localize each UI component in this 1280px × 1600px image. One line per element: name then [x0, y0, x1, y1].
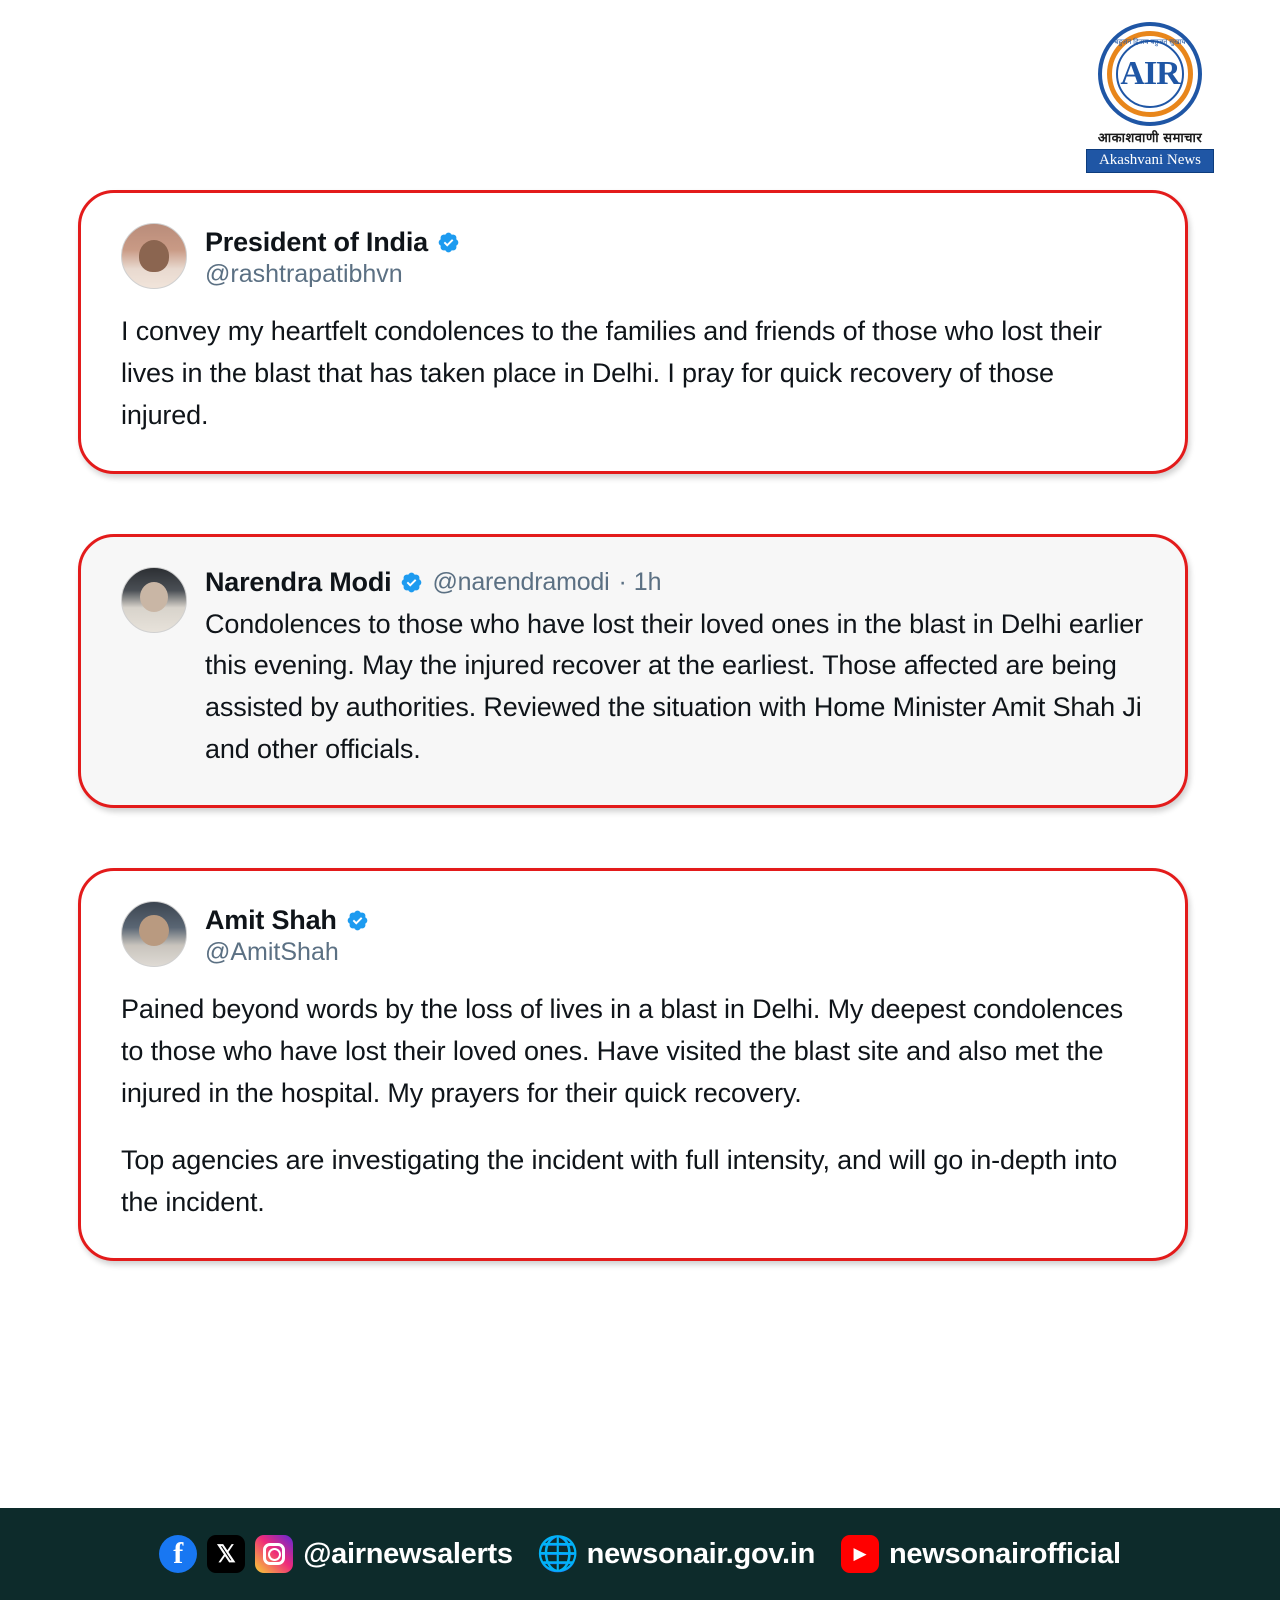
tweet-header	[121, 223, 1145, 289]
youtube-icon[interactable]: ▶	[841, 1535, 879, 1573]
tweet-identity	[205, 223, 460, 289]
tweet-identity	[205, 901, 369, 967]
logo-letters: AIR	[1120, 55, 1180, 92]
tweet-paragraph: I convey my heartfelt condolences to the families and friends of those who lost their lives in the blast that has taken place in Delhi. I pray for quick recovery of those injured.	[121, 316, 1102, 430]
tweet-handle[interactable]: @AmitShah	[205, 937, 339, 966]
tweet-timestamp: · 1h	[618, 567, 662, 596]
tweet-paragraph: Condolences to those who have lost their loved ones in the blast in Delhi earlier this evening. May the injured recover at the earliest. Those affected are being assisted by authorities. Reviewed the situation with Home Minister Amit Shah Ji and other officials.	[205, 608, 1143, 765]
youtube-label: newsonairofficial	[889, 1537, 1121, 1570]
tweet-card	[78, 534, 1188, 808]
website-group	[536, 1535, 815, 1573]
tweet-content-column	[205, 567, 1145, 771]
tweet-card-list	[78, 190, 1188, 1321]
tweet-name-row	[205, 567, 1145, 598]
tweet-header	[121, 901, 1145, 967]
globe-icon: 🌐	[536, 1535, 579, 1573]
tweet-name-row	[205, 227, 460, 258]
avatar	[121, 223, 187, 289]
footer-bar	[0, 1508, 1280, 1600]
verified-badge-icon	[346, 909, 369, 932]
akashvani-logo	[1098, 22, 1202, 126]
tweet-body	[121, 311, 1145, 437]
tweet-paragraph: Pained beyond words by the loss of lives in a blast in Delhi. My deepest condolences to those who have lost their loved ones. Have visited the blast site and also met the injured in the hospital. My prayers for their quick recovery.	[121, 993, 1123, 1108]
logo-badge: Akashvani News	[1086, 149, 1214, 173]
brand-header	[1020, 0, 1280, 175]
tweet-card	[78, 190, 1188, 474]
tweet-body	[205, 604, 1145, 771]
x-twitter-icon[interactable]: 𝕏	[207, 1535, 245, 1573]
tweet-handle[interactable]: @narendramodi	[432, 567, 610, 596]
instagram-icon[interactable]	[255, 1535, 293, 1573]
logo-hindi-motto: बहुजन हिताय बहुजन सुखाय	[1114, 39, 1186, 46]
verified-badge-icon	[437, 231, 460, 254]
tweet-paragraph: Top agencies are investigating the incident with full intensity, and will go in-depth into the incident.	[121, 1145, 1118, 1218]
tweet-handle[interactable]: @rashtrapatibhvn	[205, 260, 403, 288]
tweet-display-name: President of India	[205, 227, 428, 257]
tweet-card	[78, 868, 1188, 1261]
logo-hindi-text: आकाशवाणी समाचार	[1097, 130, 1203, 145]
social-handles-group	[159, 1535, 512, 1573]
tweet-name-row	[205, 905, 369, 936]
tweet-display-name: Narendra Modi	[205, 566, 392, 597]
avatar	[121, 567, 187, 633]
tweet-display-name: Amit Shah	[205, 904, 337, 935]
social-handle-label: @airnewsalerts	[303, 1537, 513, 1570]
youtube-group	[841, 1535, 1121, 1573]
verified-badge-icon	[400, 571, 423, 594]
avatar	[121, 901, 187, 967]
website-label[interactable]: newsonair.gov.in	[586, 1537, 815, 1570]
facebook-icon[interactable]: f	[159, 1535, 197, 1573]
tweet-header	[121, 567, 1145, 771]
tweet-body	[121, 989, 1145, 1224]
